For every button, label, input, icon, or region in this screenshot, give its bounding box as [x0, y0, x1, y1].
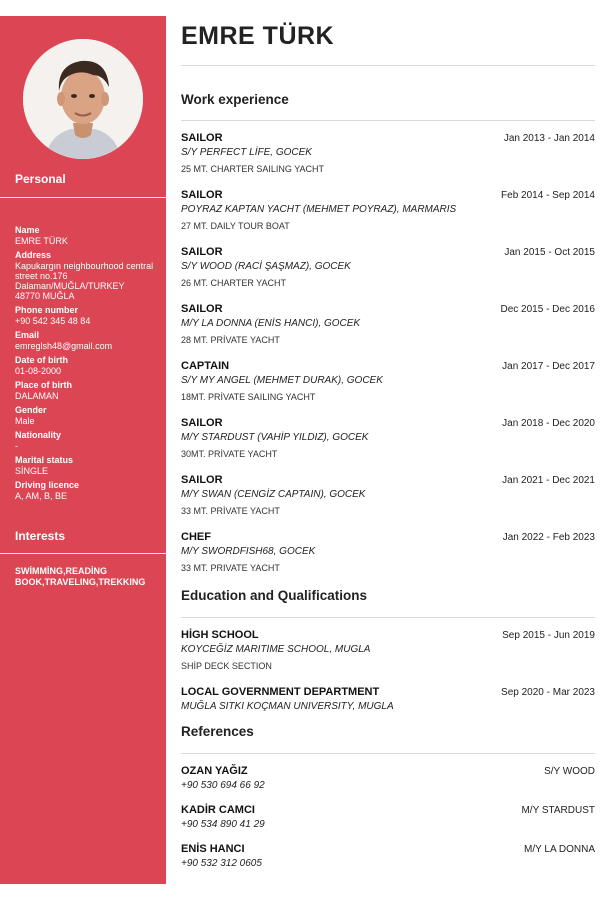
job-employer: M/Y LA DONNA (ENİS HANCI), GOCEK — [181, 318, 361, 329]
job-title: SAILOR — [181, 474, 223, 486]
field-label: Address — [15, 250, 52, 260]
job-dates: Jan 2017 - Dec 2017 — [502, 361, 595, 372]
work-divider — [181, 120, 595, 121]
job-title: SAILOR — [181, 417, 223, 429]
job-title: SAILOR — [181, 189, 223, 201]
references-divider — [181, 753, 595, 754]
qualification-description: SHİP DECK SECTION — [181, 661, 272, 671]
qualification-dates: Sep 2015 - Jun 2019 — [502, 630, 595, 641]
interests-divider — [0, 553, 166, 554]
work-entry — [181, 303, 595, 346]
interests-text: SWİMMİNG,READİNG BOOK,TRAVELING,TREKKING — [15, 566, 146, 587]
reference-company: M/Y STARDUST — [521, 805, 595, 816]
work-entry — [181, 132, 595, 175]
job-dates: Jan 2018 - Dec 2020 — [502, 418, 595, 429]
personal-divider — [0, 197, 166, 198]
personal-place-of-birth — [15, 380, 163, 401]
reference-company: S/Y WOOD — [544, 766, 595, 777]
job-description: 33 MT. PRIVATE YACHT — [181, 563, 280, 573]
education-heading: Education and Qualifications — [181, 588, 368, 603]
personal-gender — [15, 405, 163, 426]
job-title: CHEF — [181, 531, 211, 543]
interests-heading: Interests — [15, 529, 66, 543]
field-value: SİNGLE — [15, 466, 49, 476]
field-value: - — [15, 441, 18, 451]
qualification-title: HİGH SCHOOL — [181, 629, 259, 641]
reference-name: OZAN YAĞIZ — [181, 765, 248, 777]
work-entry — [181, 531, 595, 574]
personal-address — [15, 250, 163, 301]
field-label: Place of birth — [15, 380, 73, 390]
job-dates: Dec 2015 - Dec 2016 — [500, 304, 595, 315]
job-dates: Jan 2015 - Oct 2015 — [504, 247, 595, 258]
work-entry — [181, 246, 595, 289]
field-value: A, AM, B, BE — [15, 491, 68, 501]
job-employer: S/Y PERFECT LİFE, GOCEK — [181, 147, 312, 158]
job-employer: S/Y MY ANGEL (MEHMET DURAK), GOCEK — [181, 375, 383, 386]
personal-email — [15, 330, 163, 351]
field-label: Name — [15, 225, 40, 235]
field-value: Kapukargın neighbourhood central street no.176 Dalaman/MUĞLA/TURKEY 48770 MUĞLA — [15, 261, 154, 301]
field-label: Marital status — [15, 455, 74, 465]
references-heading: References — [181, 724, 254, 739]
qualification-title: LOCAL GOVERNMENT DEPARTMENT — [181, 686, 380, 698]
job-description: 25 MT. CHARTER SAILING YACHT — [181, 164, 325, 174]
field-label: Email — [15, 330, 40, 340]
personal-driving-licence — [15, 480, 163, 501]
education-divider — [181, 617, 595, 618]
work-entry — [181, 360, 595, 403]
work-entry — [181, 417, 595, 460]
personal-name — [15, 225, 163, 246]
name-divider — [181, 65, 595, 66]
field-label: Gender — [15, 405, 47, 415]
field-value: DALAMAN — [15, 391, 59, 401]
field-label: Date of birth — [15, 355, 68, 365]
job-dates: Jan 2022 - Feb 2023 — [502, 532, 595, 543]
reference-name: ENİS HANCI — [181, 843, 245, 855]
field-label: Nationality — [15, 430, 62, 440]
personal-date-of-birth — [15, 355, 163, 376]
personal-nationality — [15, 430, 163, 451]
person-name: EMRE TÜRK — [181, 22, 335, 50]
personal-marital-status — [15, 455, 163, 476]
field-label: Phone number — [15, 305, 79, 315]
job-title: SAILOR — [181, 132, 223, 144]
work-experience-heading: Work experience — [181, 92, 289, 107]
job-employer: POYRAZ KAPTAN YACHT (MEHMET POYRAZ), MARMARIS — [181, 204, 457, 215]
job-dates: Jan 2013 - Jan 2014 — [503, 133, 595, 144]
reference-phone: +90 530 694 66 92 — [181, 780, 265, 791]
job-dates: Jan 2021 - Dec 2021 — [502, 475, 595, 486]
institution: KOYCEĞİZ MARITIME SCHOOL, MUGLA — [181, 644, 371, 655]
field-value: Male — [15, 416, 35, 426]
profile-photo — [23, 39, 143, 159]
field-value: EMRE TÜRK — [15, 236, 68, 246]
sidebar — [0, 16, 166, 884]
job-description: 28 MT. PRİVATE YACHT — [181, 335, 280, 345]
reference-entry — [181, 843, 595, 870]
job-title: CAPTAIN — [181, 360, 230, 372]
job-description: 18MT. PRİVATE SAILING YACHT — [181, 392, 316, 402]
job-description: 30MT. PRİVATE YACHT — [181, 449, 278, 459]
reference-entry — [181, 765, 595, 792]
job-employer: M/Y SWAN (CENGİZ CAPTAIN), GOCEK — [181, 489, 366, 500]
field-value: emreglsh48@gmail.com — [15, 341, 113, 351]
work-entry — [181, 474, 595, 517]
job-employer: S/Y WOOD (RACİ ŞAŞMAZ), GOCEK — [181, 261, 351, 272]
job-employer: M/Y SWORDFISH68, GOCEK — [181, 546, 316, 557]
job-description: 33 MT. PRİVATE YACHT — [181, 506, 280, 516]
education-entry — [181, 686, 595, 713]
qualification-dates: Sep 2020 - Mar 2023 — [501, 687, 595, 698]
job-description: 27 MT. DAILY TOUR BOAT — [181, 221, 290, 231]
reference-phone: +90 532 312 0605 — [181, 858, 262, 869]
reference-entry — [181, 804, 595, 831]
field-value: 01-08-2000 — [15, 366, 62, 376]
institution: MUĞLA SITKI KOÇMAN UNIVERSITY, MUGLA — [181, 701, 394, 712]
work-entry — [181, 189, 595, 232]
reference-phone: +90 534 890 41 29 — [181, 819, 265, 830]
field-value: +90 542 345 48 84 — [15, 316, 91, 326]
personal-details — [15, 225, 163, 505]
job-title: SAILOR — [181, 246, 223, 258]
job-description: 26 MT. CHARTER YACHT — [181, 278, 287, 288]
job-title: SAILOR — [181, 303, 223, 315]
education-entry — [181, 629, 595, 672]
personal-heading: Personal — [15, 172, 66, 186]
job-employer: M/Y STARDUST (VAHİP YILDIZ), GOCEK — [181, 432, 369, 443]
job-dates: Feb 2014 - Sep 2014 — [501, 190, 595, 201]
reference-name: KADİR CAMCI — [181, 804, 255, 816]
reference-company: M/Y LA DONNA — [524, 844, 595, 855]
personal-phone — [15, 305, 163, 326]
field-label: Driving licence — [15, 480, 80, 490]
